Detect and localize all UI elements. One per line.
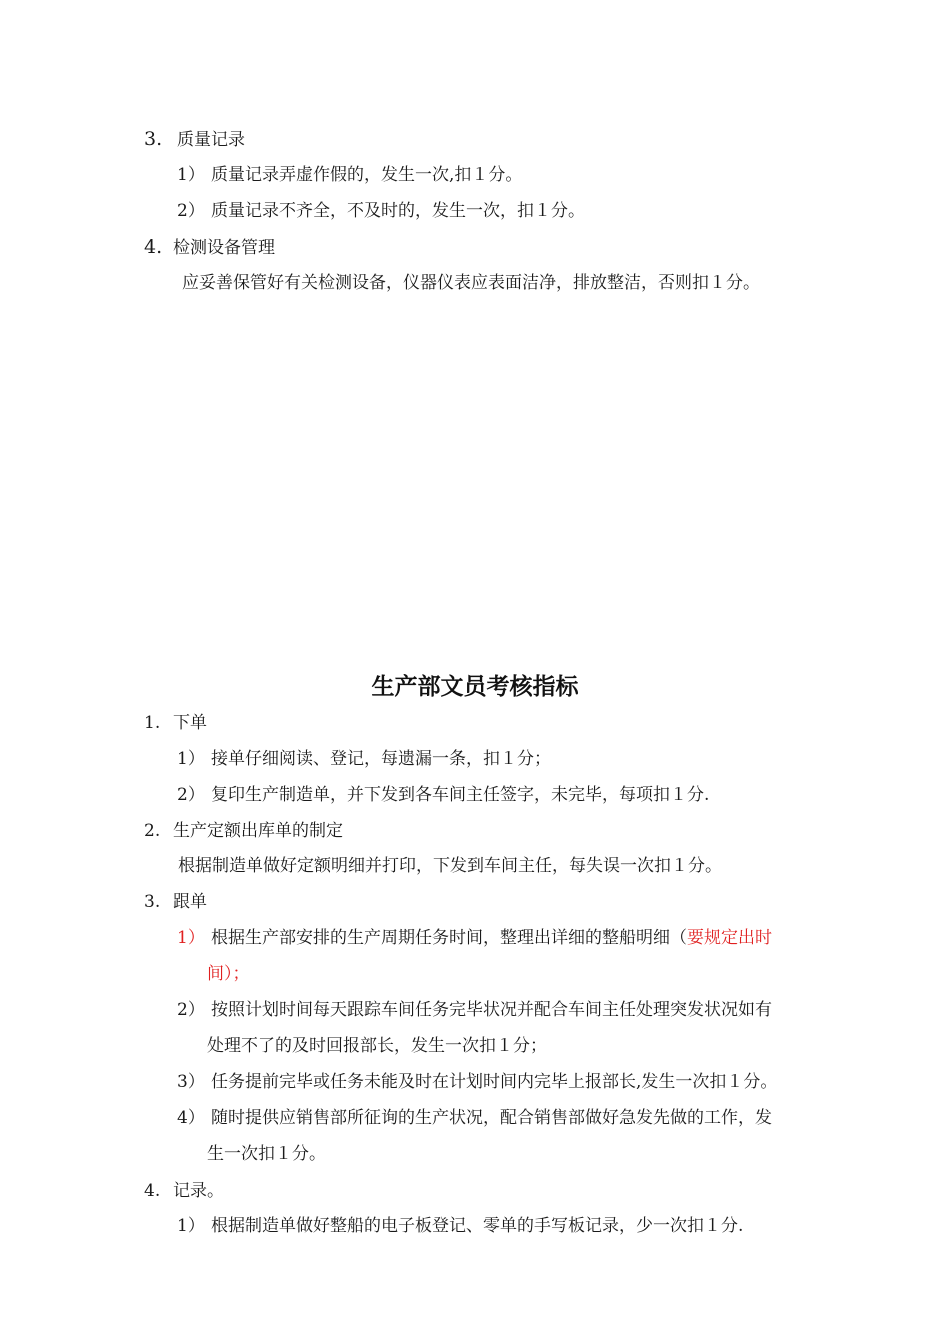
section-title: 跟单 [173,892,207,912]
item-text: 复印生产制造单，并下发到各车间主任签字，未完毕，每项扣１分. [211,785,710,805]
item-text: 接单仔细阅读、登记，每遗漏一条，扣１分； [211,749,551,769]
section-title: 下单 [173,713,207,733]
section-heading [144,128,245,151]
item-number: 1） [177,749,205,769]
item-number: 2） [177,1000,205,1020]
item-text-continuation: 处理不了的及时回报部长，发生一次扣１分； [207,1036,547,1056]
item-text: 根据生产部安排的生产周期任务时间，整理出详细的整船明细（ [211,928,687,948]
section-number: 1. [144,713,161,733]
item-text-continuation: 生一次扣１分。 [207,1144,326,1164]
item-number: 1） [177,928,205,948]
item-text: 根据制造单做好整船的电子板登记、零单的手写板记录，少一次扣１分. [211,1216,744,1236]
item-text: 质量记录弄虚作假的，发生一次,扣１分。 [211,165,523,185]
item-text: 随时提供应销售部所征询的生产状况，配合销售部做好急发先做的工作，发 [211,1108,772,1128]
item-text: 按照计划时间每天跟踪车间任务完毕状况并配合车间主任处理突发状况如有 [211,1000,772,1020]
list-item [177,784,709,806]
section-title: 检测设备管理 [173,238,275,258]
item-number: 2） [177,201,205,221]
item-number: 1） [177,165,205,185]
list-item [177,927,772,949]
list-item [177,999,772,1021]
section-heading [144,820,343,842]
list-item [177,1071,777,1093]
section-heading [144,891,207,913]
page-title: 生产部文员考核指标 [371,674,579,700]
section-number: 4. [144,1181,161,1201]
list-item [177,200,585,222]
list-item [177,1107,772,1129]
list-item [177,748,551,770]
list-item [177,1215,743,1237]
section-title: 记录。 [173,1181,224,1201]
section-title: 生产定额出库单的制定 [173,821,343,841]
section-number: 2. [144,821,161,841]
section-number: 3. [144,892,161,912]
section-heading [144,1180,224,1202]
section-number: 4. [144,236,163,258]
section-number: 3. [144,128,163,150]
item-text: 质量记录不齐全，不及时的，发生一次，扣１分。 [211,201,585,221]
item-text: 任务提前完毕或任务未能及时在计划时间内完毕上报部长,发生一次扣１分。 [211,1072,778,1092]
section-heading [144,712,207,734]
item-number: 4） [177,1108,205,1128]
item-number: 3） [177,1072,205,1092]
list-item [177,164,522,186]
section-body: 应妥善保管好有关检测设备，仪器仪表应表面洁净，排放整洁，否则扣１分。 [182,273,760,293]
item-number: 1） [177,1216,205,1236]
item-text-continuation: 间）； [207,964,250,984]
section-body: 根据制造单做好定额明细并打印，下发到车间主任，每失误一次扣１分。 [178,856,722,876]
item-text-highlight: 要规定出时 [687,928,772,948]
section-title: 质量记录 [177,130,245,150]
section-heading [144,236,275,259]
item-number: 2） [177,785,205,805]
